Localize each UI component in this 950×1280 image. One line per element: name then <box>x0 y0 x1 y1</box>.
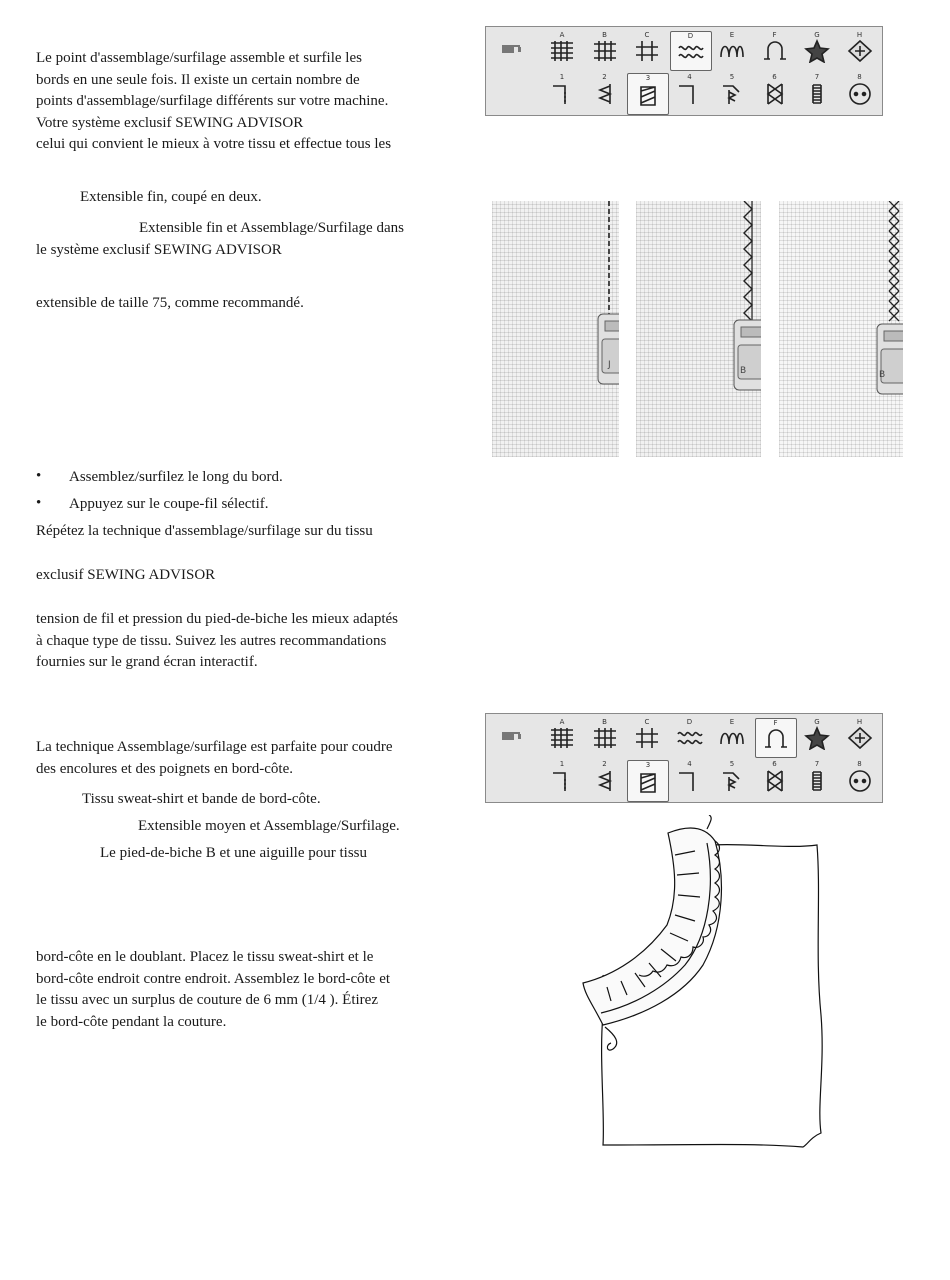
tension-line-3: fournies sur le grand écran interactif. <box>36 654 258 670</box>
stitch-category-g[interactable] <box>797 718 837 756</box>
stitch-option-4[interactable] <box>670 73 710 113</box>
category-letter: H <box>856 718 863 726</box>
stitch-category-d[interactable] <box>670 718 710 756</box>
stitch-option-2[interactable] <box>585 73 625 113</box>
stitch-number: 6 <box>772 760 777 768</box>
stitch-number: 1 <box>559 760 565 768</box>
stitch-category-d[interactable] <box>670 31 712 71</box>
presser-foot-icon <box>734 320 761 390</box>
intro-line-2: bords en une seule fois. Il existe un certain nombre de <box>36 71 360 88</box>
stitch-option-1[interactable] <box>542 760 582 800</box>
ribbing-intro-2: des encolures et des poignets en bord-côte. <box>36 760 293 777</box>
stitch-option-3[interactable] <box>627 760 669 802</box>
stitch-option-8[interactable] <box>840 73 880 113</box>
stitch-number: 3 <box>645 761 651 769</box>
category-letter: H <box>856 31 863 39</box>
category-letter: D <box>686 718 693 726</box>
intro-line-3: points d'assemblage/surfilage différents sur votre machine. <box>36 93 389 109</box>
stitch-arch-icon <box>760 39 790 63</box>
ribbing-step-4: le bord-côte pendant la couture. <box>36 1013 227 1030</box>
stitch-grid-icon <box>547 726 577 750</box>
stitch-cross-icon <box>632 39 662 63</box>
stitch-grid-icon <box>590 39 620 63</box>
svg-text:J: J <box>608 360 611 370</box>
stitch-option-5[interactable] <box>712 760 752 800</box>
stitch-number: 8 <box>857 73 862 81</box>
stitch-overlock-icon <box>590 768 620 794</box>
category-letter: E <box>729 718 735 726</box>
stitch-category-b[interactable] <box>585 718 625 756</box>
stitch-loop-icon <box>717 726 747 750</box>
stitch-option-7[interactable] <box>797 760 837 800</box>
category-letter: D <box>687 32 694 40</box>
stitch-category-a[interactable] <box>542 31 582 69</box>
stitch-star-icon <box>802 726 832 750</box>
repeat-line: Répétez la technique d'assemblage/surfilage sur du tissu <box>36 523 373 539</box>
button-icon <box>845 768 875 794</box>
stitch-category-f[interactable] <box>755 718 797 758</box>
stitch-wave-icon <box>675 726 705 750</box>
stitch-option-6[interactable] <box>755 73 795 113</box>
stitch-option-8[interactable] <box>840 760 880 800</box>
stitch-category-c[interactable] <box>627 718 667 756</box>
stitch-buttonhole-icon <box>802 768 832 794</box>
category-letter: B <box>602 718 607 726</box>
select-line-1: Extensible fin et Assemblage/Surfilage dans <box>139 220 404 236</box>
stitch-cross-icon <box>632 726 662 750</box>
stitch-category-c[interactable] <box>627 31 667 69</box>
fabric-line: Extensible fin, coupé en deux. <box>80 189 262 205</box>
stitch-cross-icon <box>760 81 790 107</box>
fabric-swatch-overlock-stitch <box>636 201 761 457</box>
stitch-blind-icon <box>717 81 747 107</box>
stitch-number: 5 <box>729 73 735 81</box>
intro-line-4: Votre système exclusif SEWING ADVISOR <box>36 114 304 131</box>
stitch-number: 8 <box>857 760 862 768</box>
ribbing-select-line: Extensible moyen et Assemblage/Surfilage. <box>138 818 400 834</box>
select-line-2: le système exclusif SEWING ADVISOR <box>36 242 282 258</box>
stitch-loop-icon <box>717 39 747 63</box>
stitch-category-f[interactable] <box>755 31 795 69</box>
presser-foot-icon <box>877 324 903 394</box>
button-icon <box>845 81 875 107</box>
stitch-number: 7 <box>814 760 820 768</box>
stitch-number: 7 <box>814 73 820 81</box>
stitch-number: 1 <box>559 73 565 81</box>
category-letter: B <box>602 31 607 39</box>
stitch-blind-icon <box>717 768 747 794</box>
stitch-corner-icon <box>675 81 705 107</box>
category-letter: G <box>814 718 820 726</box>
stitch-grid-icon <box>590 726 620 750</box>
ribbing-fabric-line: Tissu sweat-shirt et bande de bord-côte. <box>82 791 321 807</box>
intro-line-5: celui qui convient le mieux à votre tissu et effectue tous les <box>36 136 392 152</box>
stitch-menu-panel <box>485 26 883 116</box>
stitch-number: 4 <box>687 760 692 768</box>
ribbing-step-3: le tissu avec un surplus de couture de 6 mm (1/4 ). Étirez <box>36 992 378 1008</box>
ribbing-step-2: bord-côte endroit contre endroit. Assemblez le bord-côte et <box>36 970 391 987</box>
category-letter: C <box>644 718 650 726</box>
stitch-number: 2 <box>602 73 607 81</box>
stitch-straight-icon <box>547 81 577 107</box>
stitch-grid-icon <box>547 39 577 63</box>
category-letter: A <box>559 718 565 726</box>
stitch-diamond-icon <box>845 726 875 750</box>
stitch-overlock-icon <box>590 81 620 107</box>
category-letter: F <box>772 31 777 39</box>
needle-line: extensible de taille 75, comme recommandé. <box>36 295 304 311</box>
ribbing-intro-1: La technique Assemblage/surfilage est parfaite pour coudre <box>36 739 393 755</box>
bullet-dot: • <box>36 468 42 484</box>
stitch-option-7[interactable] <box>797 73 837 113</box>
sewing-machine-icon <box>500 728 526 742</box>
stitch-option-4[interactable] <box>670 760 710 800</box>
category-letter: G <box>814 31 820 39</box>
stitch-stretch-icon <box>633 769 663 795</box>
stitch-star-icon <box>802 39 832 63</box>
stitch-option-5[interactable] <box>712 73 752 113</box>
stitch-category-h[interactable] <box>840 718 880 756</box>
stitch-option-6[interactable] <box>755 760 795 800</box>
stitch-number: 3 <box>645 74 651 82</box>
bullet-2: Appuyez sur le coupe-fil sélectif. <box>69 496 269 512</box>
ribbing-foot-line: Le pied-de-biche B et une aiguille pour tissu <box>100 845 368 861</box>
stitch-number: 5 <box>729 760 735 768</box>
stitch-category-e[interactable] <box>712 718 752 756</box>
fabric-swatch-straight-stitch <box>492 201 619 457</box>
svg-text:B: B <box>740 366 747 376</box>
stitch-diamond-icon <box>845 39 875 63</box>
stitch-straight-icon <box>547 768 577 794</box>
bullet-1: Assemblez/surfilez le long du bord. <box>69 469 283 485</box>
category-letter: A <box>559 31 565 39</box>
category-letter: F <box>773 719 778 727</box>
tension-line-2: à chaque type de tissu. Suivez les autres recommandations <box>36 632 387 649</box>
fabric-swatch-cross-stitch <box>779 201 903 457</box>
sewing-machine-icon <box>500 41 526 55</box>
ribbing-step-1: bord-côte en le doublant. Placez le tissu sweat-shirt et le <box>36 949 374 965</box>
presser-foot-icon <box>598 314 619 384</box>
intro-line-1: Le point d'assemblage/surfilage assemble et surfile les <box>36 50 362 66</box>
stitch-option-1[interactable] <box>542 73 582 113</box>
tension-line-1: tension de fil et pression du pied-de-biche les mieux adaptés <box>36 611 398 627</box>
stitch-category-h[interactable] <box>840 31 880 69</box>
stitch-menu-panel <box>485 713 883 803</box>
category-letter: E <box>729 31 735 39</box>
ribbing-neckline-illustration <box>575 815 835 1150</box>
advisor-line: exclusif SEWING ADVISOR <box>36 567 216 583</box>
stitch-stretch-icon <box>633 82 663 108</box>
stitch-category-a[interactable] <box>542 718 582 756</box>
stitch-number: 2 <box>602 760 607 768</box>
stitch-corner-icon <box>675 768 705 794</box>
stitch-number: 6 <box>772 73 777 81</box>
stitch-number: 4 <box>687 73 692 81</box>
svg-text:B: B <box>879 370 886 380</box>
stitch-category-g[interactable] <box>797 31 837 69</box>
stitch-option-3[interactable] <box>627 73 669 115</box>
stitch-category-b[interactable] <box>585 31 625 69</box>
category-letter: C <box>644 31 650 39</box>
stitch-category-e[interactable] <box>712 31 752 69</box>
stitch-option-2[interactable] <box>585 760 625 800</box>
bullet-dot: • <box>36 495 42 511</box>
stitch-wave-icon <box>676 40 706 64</box>
stitch-cross-icon <box>760 768 790 794</box>
stitch-arch-icon <box>761 727 791 751</box>
stitch-buttonhole-icon <box>802 81 832 107</box>
